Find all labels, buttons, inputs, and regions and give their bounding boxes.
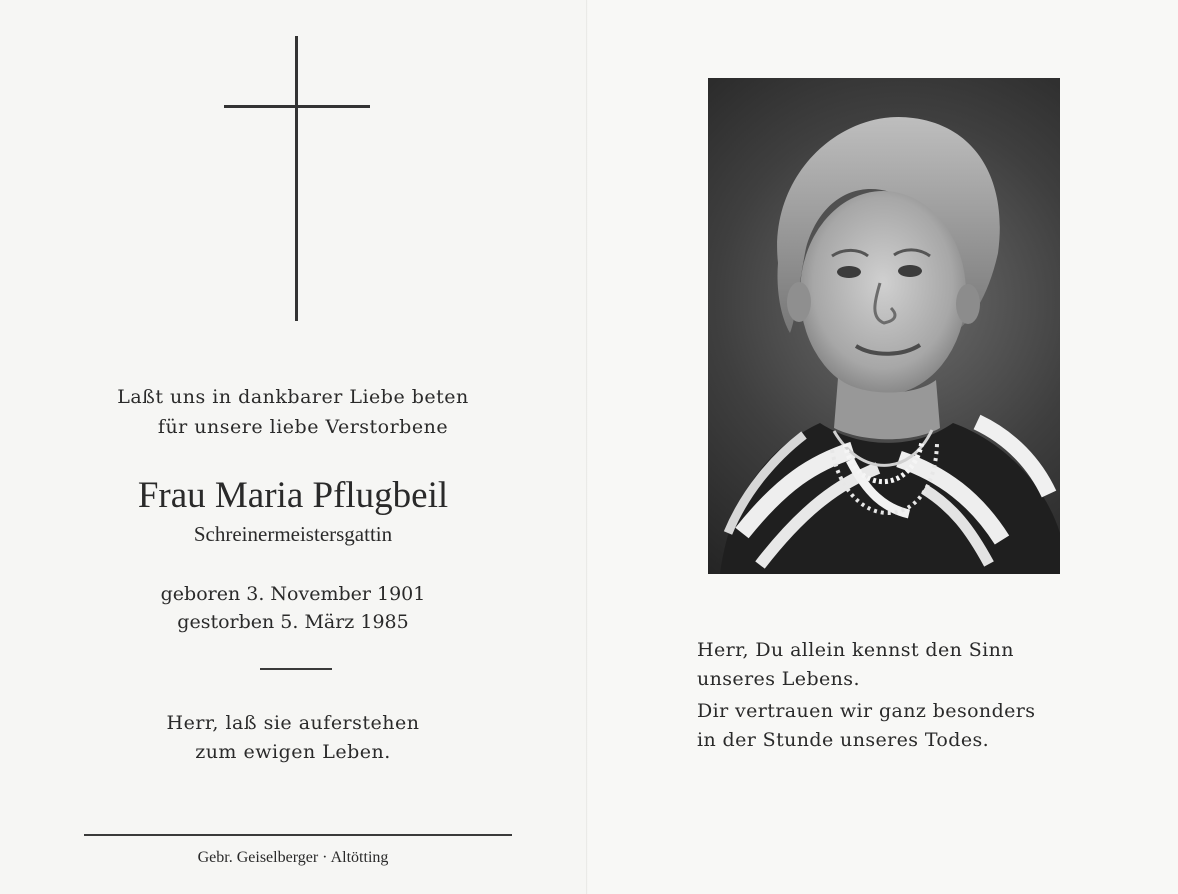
prayer-line-1: Laßt uns in dankbarer Liebe beten [117,386,469,408]
divider-short [260,668,332,670]
death-date: gestorben 5. März 1985 [177,611,409,633]
verse-line-3: Dir vertrauen wir ganz besonders [697,700,1036,722]
verse-line-2: unseres Lebens. [697,668,860,690]
prayer-line-2: für unsere liebe Verstorbene [157,416,449,438]
divider-long [84,834,512,836]
birth-date: geboren 3. November 1901 [160,583,426,605]
closing-prayer-line-1: Herr, laß sie auferstehen [166,712,420,734]
printer-credit: Gebr. Geiselberger · Altötting [197,849,389,866]
deceased-occupation: Schreinermeistersgattin [193,522,393,546]
cross-icon [295,36,298,321]
verse-line-4: in der Stunde unseres Todes. [697,729,990,751]
portrait-photo [708,78,1060,574]
deceased-name: Frau Maria Pflugbeil [137,475,449,516]
left-page [0,0,586,894]
cross-icon-crossbar [224,105,370,108]
closing-prayer-line-2: zum ewigen Leben. [195,741,391,763]
verse-line-1: Herr, Du allein kennst den Sinn [697,639,1014,661]
